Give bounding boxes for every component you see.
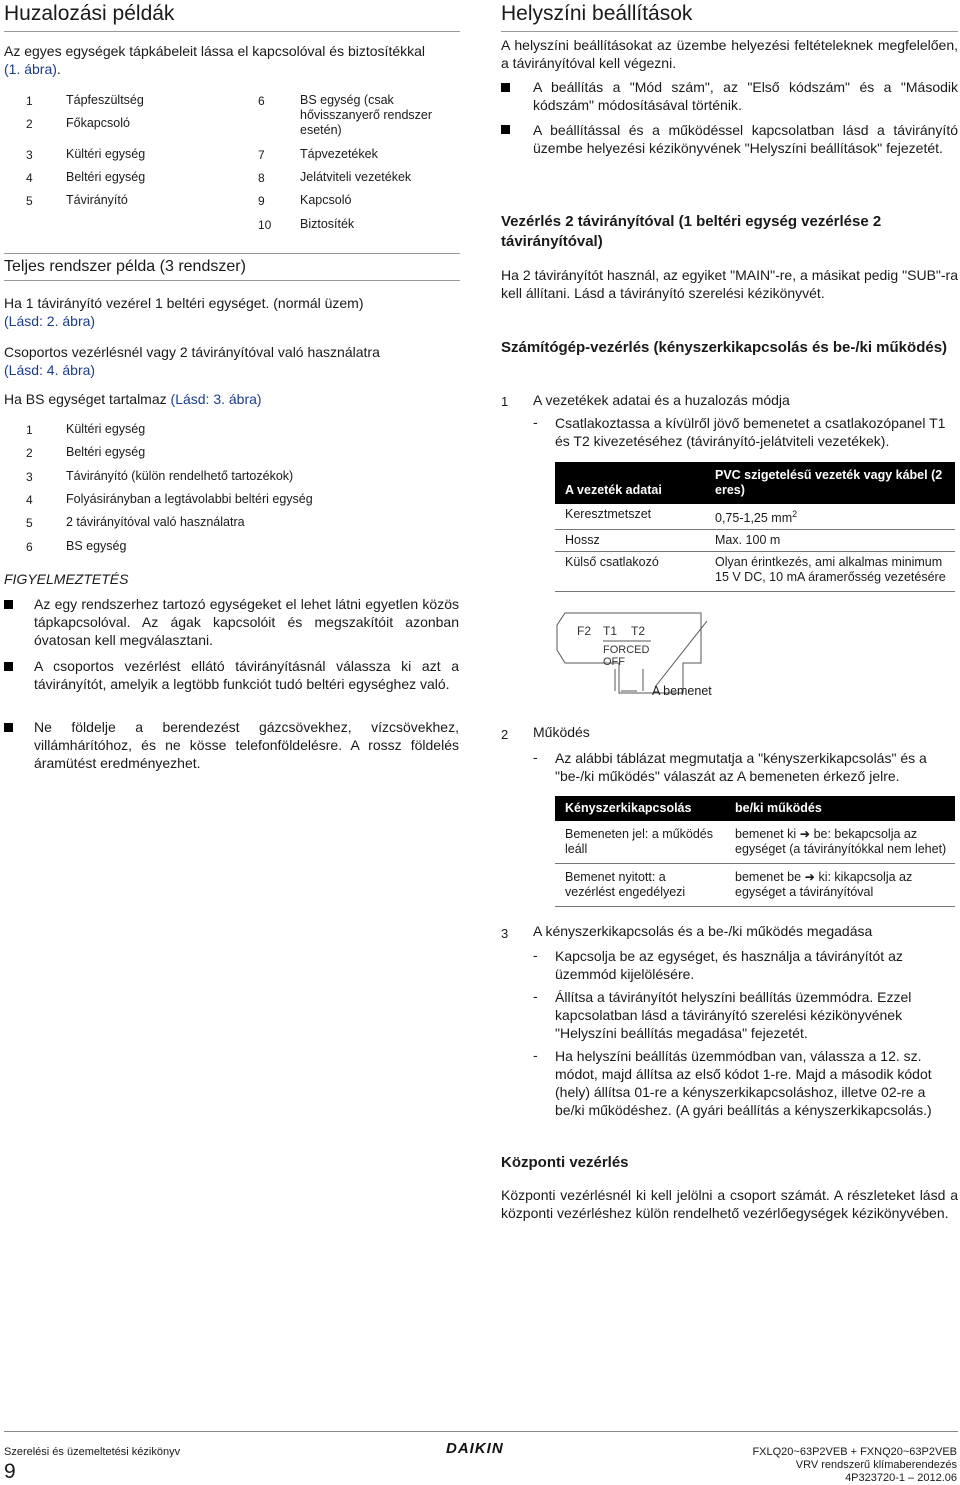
list-item: 2 távirányítóval való használatra xyxy=(66,515,245,529)
intro-paragraph xyxy=(4,42,460,78)
settings-bullet: A beállítással és a működéssel kapcsolatban lásd a távirányító üzembe helyezési kézikönyvének "Helyszíni beállítások" fejezetét. xyxy=(533,122,958,156)
table-row xyxy=(555,504,955,530)
bullet-square-icon xyxy=(4,723,13,732)
product-name: VRV rendszerű klímaberendezés xyxy=(795,1459,957,1471)
section-title-wiring: Huzalozási példák xyxy=(4,2,175,25)
step-detail: Csatlakoztassa a kívülről jövő bemenetet a csatlakozópanel T1 és T2 kivezetéséhez (távirányító-jelátviteli vezetékek). xyxy=(555,415,946,449)
step-number: 3 xyxy=(501,926,509,941)
heading-pc-control: Számítógép-vezérlés (kényszerkikapcsolás és be-/ki működés) xyxy=(501,339,948,356)
table-header-cell: Kényszerkikapcsolás xyxy=(555,796,725,821)
title-rule xyxy=(501,31,958,32)
legend-num: 10 xyxy=(258,218,272,232)
table-row xyxy=(555,530,955,552)
bullet-square-icon xyxy=(4,662,13,671)
setting-step: Állítsa a távirányítót helyszíni beállítás üzemmódra. Ezzel kapcsolatban lásd a távirányító szerelési kézikönyvének "Helyszíni beállítás megadása" fejezetét. xyxy=(555,989,912,1041)
bullet-square-icon xyxy=(4,600,13,609)
list-num: 2 xyxy=(26,446,33,460)
table-cell: Külső csatlakozó xyxy=(555,552,705,592)
list-item: Kültéri egység xyxy=(66,422,146,436)
step-title: A vezetékek adatai és a huzalozás módja xyxy=(533,392,790,408)
subtitle-full-system: Teljes rendszer példa (3 rendszer) xyxy=(4,258,246,275)
legend-item: Távirányító xyxy=(66,193,128,207)
subtitle-rule-top xyxy=(4,253,460,254)
legend-item: Beltéri egység xyxy=(66,170,146,184)
legend-item: Kapcsoló xyxy=(300,193,352,207)
warning-item: A csoportos vezérlést ellátó távirányításnál válassza ki azt a távirányítót, amelyik a legtöbb funkciót tudó beltéri egységhez való. xyxy=(34,658,459,692)
setting-step: Ha helyszíni beállítás üzemmódban van, válassza a 12. sz. módot, majd állítsa az első kódot 1-re. Majd a második kódot (hely) állítsa 01-re a kényszerkikapcsoláshoz, illetve 02-re a be/ki működéshez. (A gyári beállítás a kényszerkikapcsolás.) xyxy=(555,1048,932,1118)
legend-item: BS egység (csak xyxy=(300,93,394,107)
list-item: Beltéri egység xyxy=(66,445,146,459)
table-row xyxy=(555,864,955,907)
case-three-text: Ha BS egységet tartalmaz xyxy=(4,391,171,407)
step-title: A kényszerkikapcsolás és a be-/ki működés megadása xyxy=(533,923,873,939)
case-one-text: Ha 1 távirányító vezérel 1 beltéri egységet. (normál üzem) xyxy=(4,295,364,311)
setting-step: Kapcsolja be az egységet, és használja a távirányítót az üzemmód kijelölésére. xyxy=(555,948,903,982)
table-cell: bemenet be ➜ ki: kikapcsolja az egységet a távirányítóval xyxy=(725,864,955,907)
table-cell: Olyan érintkezés, ami alkalmas minimum 15 V DC, 10 mA áramerősség vezetésére xyxy=(705,552,955,592)
table-row xyxy=(555,552,955,592)
heading-two-remotes: Vezérlés 2 távirányítóval (1 beltéri egység vezérlése 2 távirányítóval) xyxy=(501,213,882,250)
dash: - xyxy=(533,947,538,963)
table-header-cell: be/ki működés xyxy=(725,796,955,821)
legend-item: esetén) xyxy=(300,123,342,137)
settings-bullet: A beállítás a "Mód szám", az "Első kódszám" és a "Második kódszám" módosításával történik. xyxy=(533,79,958,113)
figure-link[interactable]: (Lásd: 3. ábra) xyxy=(170,391,262,407)
bullet-square-icon xyxy=(501,125,510,134)
table-header-cell: PVC szigetelésű vezeték vagy kábel (2 eres) xyxy=(705,462,955,504)
legend-num: 1 xyxy=(26,94,33,108)
page-number: 9 xyxy=(4,1460,16,1483)
model-numbers: FXLQ20~63P2VEB + FXNQ20~63P2VEB xyxy=(752,1446,957,1458)
list-item: Távirányító (külön rendelhető tartozékok) xyxy=(66,469,294,483)
legend-num: 5 xyxy=(26,194,33,208)
list-num: 4 xyxy=(26,493,33,507)
list-item: BS egység xyxy=(66,539,127,553)
intro-text: Az egyes egységek tápkábeleit lássa el kapcsolóval és biztosítékkal xyxy=(4,43,426,59)
warning-item: Ne földelje a berendezést gázcsövekhez, vízcsövekhez, villámhárítóhoz, és ne kösse telefonföldelésre. A rossz földelés áramütést eredményezhet. xyxy=(34,719,459,771)
legend-item: Tápvezetékek xyxy=(300,147,378,161)
legend-num: 3 xyxy=(26,148,33,162)
step-title: Működés xyxy=(533,724,590,740)
leader-line xyxy=(655,621,707,687)
case-one xyxy=(4,294,460,330)
legend-item: Tápfeszültség xyxy=(66,93,144,107)
intro-dot: . xyxy=(56,61,61,77)
legend-num: 9 xyxy=(258,194,265,208)
legend-num: 7 xyxy=(258,148,265,162)
legend-item: Biztosíték xyxy=(300,217,355,231)
dash: - xyxy=(533,988,538,1004)
list-num: 6 xyxy=(26,540,33,554)
off-label: OFF xyxy=(603,656,625,668)
legend-num: 2 xyxy=(26,117,33,131)
footer-rule xyxy=(4,1431,958,1432)
legend-item: Főkapcsoló xyxy=(66,116,130,130)
central-control-paragraph: Központi vezérlésnél ki kell jelölni a csoport számát. A részleteket lásd a központi vezérléshez külön rendelhető vezérlőegységek kézikönyvében. xyxy=(501,1187,958,1221)
step-number: 1 xyxy=(501,394,509,409)
document-code: 4P323720-1 – 2012.06 xyxy=(845,1472,957,1484)
input-label: A bemenet xyxy=(652,684,712,698)
wire-spec-table xyxy=(555,462,955,592)
table-cell: Bemeneten jel: a működés leáll xyxy=(555,821,725,864)
table-cell: Bemenet nyitott: a vezérlést engedélyezi xyxy=(555,864,725,907)
table-cell: Max. 100 m xyxy=(705,530,955,552)
table-cell: Keresztmetszet xyxy=(555,504,705,530)
table-row xyxy=(555,821,955,864)
legend-num: 6 xyxy=(258,94,265,108)
step-detail: Az alábbi táblázat megmutatja a "kényszerkikapcsolás" és a "be-/ki működés" válaszát az A bemeneten érkező jelre. xyxy=(555,750,927,784)
case-two xyxy=(4,343,460,379)
terminal-t1: T1 xyxy=(603,624,618,638)
superscript: 2 xyxy=(792,509,798,519)
table-cell: bemenet ki ➜ be: bekapcsolja az egységet (a távirányítókkal nem lehet) xyxy=(725,821,955,864)
terminal-f2: F2 xyxy=(577,624,592,638)
dash: - xyxy=(533,414,538,430)
legend-item: hővisszanyerő rendszer xyxy=(300,108,433,122)
forced-label: FORCED xyxy=(603,644,650,656)
legend-num: 8 xyxy=(258,171,265,185)
figure-link[interactable]: (1. ábra) xyxy=(4,61,57,77)
case-three xyxy=(4,390,460,408)
table-cell xyxy=(705,504,955,530)
legend-item: Jelátviteli vezetékek xyxy=(300,170,412,184)
dash: - xyxy=(533,749,538,765)
operation-table xyxy=(555,796,955,907)
field-settings-intro: A helyszíni beállításokat az üzembe helyezési feltételeknek megfelelően, a távirányítóval kell végezni. xyxy=(501,37,958,71)
step-number: 2 xyxy=(501,727,509,742)
table-header-row xyxy=(555,462,955,504)
table-cell: Hossz xyxy=(555,530,705,552)
list-num: 1 xyxy=(26,423,33,437)
cell-value: 0,75-1,25 mm xyxy=(715,511,793,526)
table-header-row xyxy=(555,796,955,821)
legend-num: 4 xyxy=(26,171,33,185)
case-two-text: Csoportos vezérlésnél vagy 2 távirányítóval való használatra xyxy=(4,344,380,360)
figure-link[interactable]: (Lásd: 2. ábra) xyxy=(4,313,96,329)
heading-central-control: Központi vezérlés xyxy=(501,1154,629,1171)
legend-item: Kültéri egység xyxy=(66,147,146,161)
list-num: 5 xyxy=(26,516,33,530)
brand-logo: DAIKIN xyxy=(446,1440,504,1457)
section-title-field-settings: Helyszíni beállítások xyxy=(501,2,693,25)
manual-title: Szerelési és üzemeltetési kézikönyv xyxy=(4,1446,181,1458)
terminal-t2: T2 xyxy=(631,624,646,638)
warning-title: FIGYELMEZTETÉS xyxy=(4,571,129,587)
subtitle-rule-bottom xyxy=(4,280,460,281)
figure-link[interactable]: (Lásd: 4. ábra) xyxy=(4,362,96,378)
title-rule xyxy=(4,31,460,32)
list-item: Folyásirányban a legtávolabbi beltéri egység xyxy=(66,492,313,506)
warning-item: Az egy rendszerhez tartozó egységeket el lehet látni egyetlen közös tápkapcsolóval. Az ágak kapcsolóit és megszakítóit azonban óvatosan kell megválasztani. xyxy=(34,596,459,648)
table-header-cell: A vezeték adatai xyxy=(555,462,705,504)
dash: - xyxy=(533,1047,538,1063)
bullet-square-icon xyxy=(501,83,510,92)
list-num: 3 xyxy=(26,470,33,484)
two-remotes-paragraph: Ha 2 távirányítót használ, az egyiket "MAIN"-re, a másikat pedig "SUB"-ra kell állítani. Lásd a távirányító szerelési kézikönyvét. xyxy=(501,267,958,301)
